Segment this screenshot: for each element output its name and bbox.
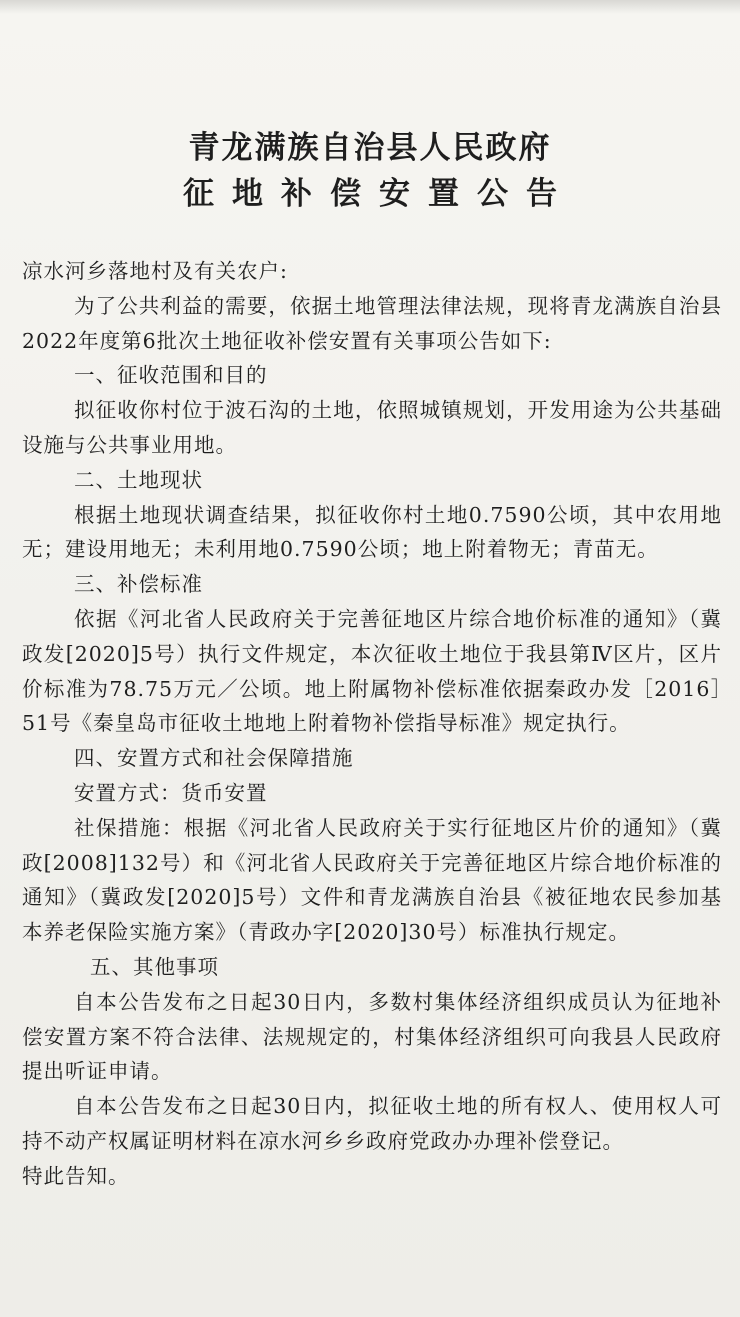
notice-body [22,254,722,1194]
section-2-text: 根据土地现状调查结果，拟征收你村土地0.7590公顷，其中农用地无；建设用地无；未利用地0.7590公顷；地上附着物无；青苗无。 [22,502,722,562]
section-1-text: 拟征收你村位于波石沟的土地，依照城镇规划，开发用途为公共基础设施与公共事业用地。 [22,398,722,457]
title-line-1: 青龙满族自治县人民政府 [188,130,552,166]
section-3-heading: 三、补偿标准 [74,572,203,597]
intro-paragraph: 为了公共利益的需要，依据土地管理法律法规，现将青龙满族自治县2022年度第6批次土地征收补偿安置有关事项公告如下: [22,293,722,353]
section-1-heading: 一、征收范围和目的 [74,363,268,388]
scan-shadow [0,0,740,14]
section-5-text-2: 自本公告发布之日起30日内，拟征收土地的所有权人、使用权人可持不动产权属证明材料在凉水河乡乡政府党政办办理补偿登记。 [22,1094,722,1153]
salutation: 凉水河乡落地村及有关农户: [22,259,288,283]
section-5-heading: 五、其他事项 [90,954,219,979]
section-2-heading: 二、土地现状 [74,467,203,492]
closing-line: 特此告知。 [22,1163,130,1188]
section-5-text-1: 自本公告发布之日起30日内，多数村集体经济组织成员认为征地补偿安置方案不符合法律、法规规定的，村集体经济组织可向我县人民政府提出听证申请。 [22,989,722,1084]
section-4-social: 社保措施：根据《河北省人民政府关于实行征地区片价的通知》（冀政[2008]132号）和《河北省人民政府关于完善征地区片综合地价标准的通知》（冀政发[2020]5号）文件和青龙满族自治县《被征地农民参加基本养老保险实施方案》（青政办字[2020]30号）标准执行规定。 [22,815,722,945]
section-4-method: 安置方式：货币安置 [74,780,268,805]
title-line-2: 征地补偿安置公告 [183,176,575,212]
section-3-text: 依据《河北省人民政府关于完善征地区片综合地价标准的通知》（冀政发[2020]5号）执行文件规定，本次征收土地位于我县第Ⅳ区片，区片价标准为78.75万元／公顷。地上附属物补偿标准依据秦政办发［2016］51号《秦皇岛市征收土地地上附着物补偿指导标准》规定执行。 [22,606,722,736]
section-4-heading: 四、安置方式和社会保障措施 [74,746,354,771]
